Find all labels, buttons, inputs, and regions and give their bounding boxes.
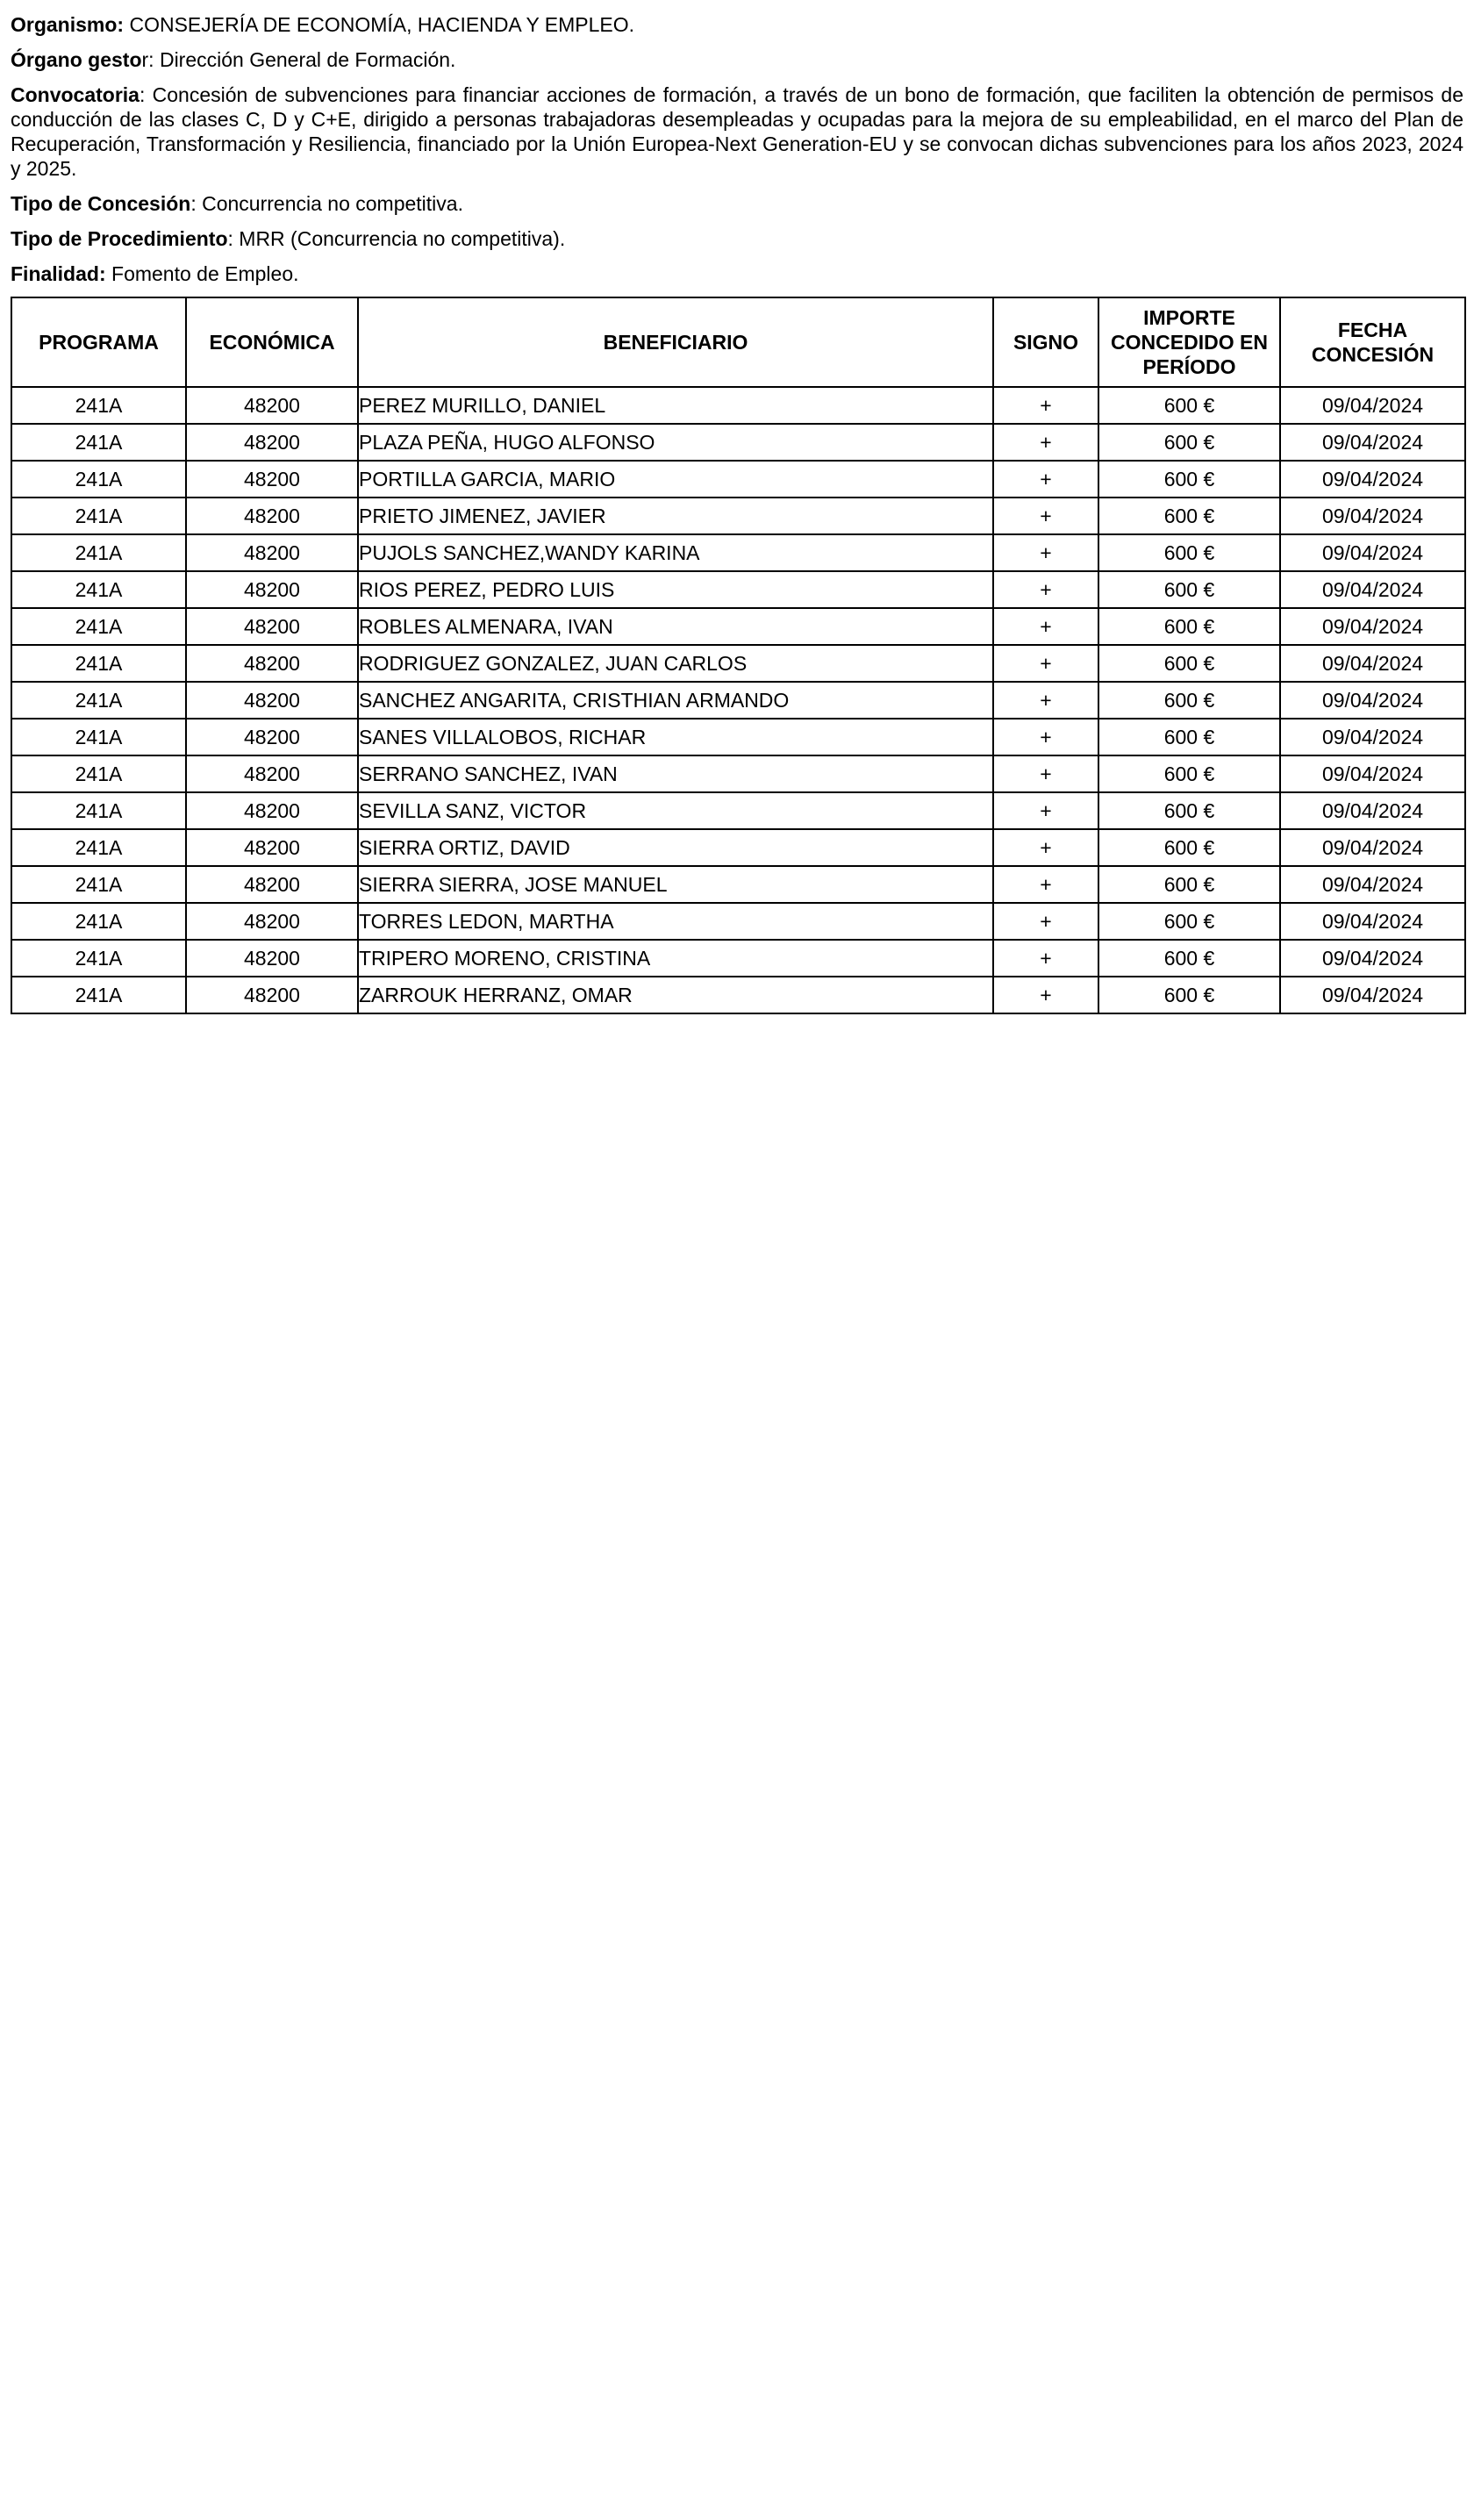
header-fecha: FECHA CONCESIÓN [1280,297,1465,387]
cell-fecha: 09/04/2024 [1280,498,1465,534]
table-row [11,608,1465,645]
table-row [11,866,1465,903]
cell-economica: 48200 [186,571,358,608]
cell-fecha: 09/04/2024 [1280,792,1465,829]
organismo-line [11,12,1463,37]
cell-beneficiario: SANCHEZ ANGARITA, CRISTHIAN ARMANDO [358,682,993,719]
cell-signo: + [993,645,1098,682]
header-programa: PROGRAMA [11,297,186,387]
cell-economica: 48200 [186,645,358,682]
cell-beneficiario: SIERRA ORTIZ, DAVID [358,829,993,866]
cell-importe: 600 € [1098,645,1280,682]
cell-signo: + [993,424,1098,461]
table-row [11,498,1465,534]
beneficiaries-table [11,297,1466,1014]
cell-importe: 600 € [1098,792,1280,829]
cell-beneficiario: RIOS PEREZ, PEDRO LUIS [358,571,993,608]
cell-economica: 48200 [186,719,358,755]
organo-gestor-label: Órgano gesto [11,48,142,71]
cell-signo: + [993,498,1098,534]
table-row [11,534,1465,571]
cell-importe: 600 € [1098,571,1280,608]
cell-economica: 48200 [186,424,358,461]
cell-importe: 600 € [1098,461,1280,498]
organo-gestor-line [11,47,1463,72]
cell-programa: 241A [11,940,186,977]
cell-signo: + [993,977,1098,1013]
cell-economica: 48200 [186,755,358,792]
table-row [11,903,1465,940]
cell-programa: 241A [11,571,186,608]
cell-programa: 241A [11,387,186,424]
cell-programa: 241A [11,645,186,682]
tipo-procedimiento-value: : MRR (Concurrencia no competitiva). [227,227,566,250]
cell-programa: 241A [11,534,186,571]
cell-importe: 600 € [1098,424,1280,461]
cell-signo: + [993,571,1098,608]
cell-signo: + [993,866,1098,903]
cell-importe: 600 € [1098,940,1280,977]
table-row [11,755,1465,792]
header-importe: IMPORTE CONCEDIDO EN PERÍODO [1098,297,1280,387]
cell-programa: 241A [11,829,186,866]
organismo-label: Organismo: [11,13,125,36]
cell-fecha: 09/04/2024 [1280,534,1465,571]
cell-economica: 48200 [186,977,358,1013]
cell-signo: + [993,387,1098,424]
cell-economica: 48200 [186,534,358,571]
table-row [11,461,1465,498]
cell-importe: 600 € [1098,534,1280,571]
cell-importe: 600 € [1098,608,1280,645]
cell-fecha: 09/04/2024 [1280,903,1465,940]
cell-importe: 600 € [1098,903,1280,940]
cell-beneficiario: SIERRA SIERRA, JOSE MANUEL [358,866,993,903]
tipo-procedimiento-line [11,226,1463,251]
table-row [11,940,1465,977]
table-row [11,977,1465,1013]
cell-signo: + [993,792,1098,829]
cell-fecha: 09/04/2024 [1280,461,1465,498]
table-body [11,387,1465,1013]
convocatoria-label: Convocatoria [11,83,140,106]
table-row [11,829,1465,866]
cell-economica: 48200 [186,682,358,719]
cell-beneficiario: SANES VILLALOBOS, RICHAR [358,719,993,755]
cell-fecha: 09/04/2024 [1280,755,1465,792]
cell-signo: + [993,829,1098,866]
cell-beneficiario: PEREZ MURILLO, DANIEL [358,387,993,424]
cell-importe: 600 € [1098,866,1280,903]
tipo-procedimiento-label: Tipo de Procedimiento [11,227,228,250]
cell-fecha: 09/04/2024 [1280,424,1465,461]
table-row [11,792,1465,829]
cell-beneficiario: RODRIGUEZ GONZALEZ, JUAN CARLOS [358,645,993,682]
cell-programa: 241A [11,903,186,940]
cell-economica: 48200 [186,866,358,903]
cell-economica: 48200 [186,940,358,977]
cell-beneficiario: TORRES LEDON, MARTHA [358,903,993,940]
table-row [11,387,1465,424]
header-signo: SIGNO [993,297,1098,387]
organismo-value: CONSEJERÍA DE ECONOMÍA, HACIENDA Y EMPLEO. [124,13,635,36]
cell-importe: 600 € [1098,498,1280,534]
table-header-row [11,297,1465,387]
cell-fecha: 09/04/2024 [1280,682,1465,719]
cell-programa: 241A [11,498,186,534]
cell-beneficiario: PLAZA PEÑA, HUGO ALFONSO [358,424,993,461]
cell-programa: 241A [11,792,186,829]
cell-programa: 241A [11,424,186,461]
cell-beneficiario: PORTILLA GARCIA, MARIO [358,461,993,498]
cell-signo: + [993,534,1098,571]
cell-beneficiario: ZARROUK HERRANZ, OMAR [358,977,993,1013]
cell-importe: 600 € [1098,719,1280,755]
convocatoria-line [11,82,1463,181]
cell-fecha: 09/04/2024 [1280,645,1465,682]
cell-signo: + [993,940,1098,977]
cell-importe: 600 € [1098,682,1280,719]
cell-programa: 241A [11,719,186,755]
table-row [11,645,1465,682]
tipo-concesion-label: Tipo de Concesión [11,192,191,215]
cell-beneficiario: TRIPERO MORENO, CRISTINA [358,940,993,977]
cell-signo: + [993,682,1098,719]
cell-economica: 48200 [186,461,358,498]
cell-beneficiario: SEVILLA SANZ, VICTOR [358,792,993,829]
cell-economica: 48200 [186,608,358,645]
table-row [11,424,1465,461]
cell-beneficiario: PUJOLS SANCHEZ,WANDY KARINA [358,534,993,571]
cell-signo: + [993,719,1098,755]
finalidad-label: Finalidad: [11,262,106,285]
cell-fecha: 09/04/2024 [1280,977,1465,1013]
cell-economica: 48200 [186,903,358,940]
cell-importe: 600 € [1098,387,1280,424]
cell-economica: 48200 [186,829,358,866]
cell-fecha: 09/04/2024 [1280,940,1465,977]
tipo-concesion-line [11,191,1463,216]
cell-signo: + [993,755,1098,792]
cell-signo: + [993,608,1098,645]
cell-economica: 48200 [186,792,358,829]
cell-fecha: 09/04/2024 [1280,829,1465,866]
table-row [11,719,1465,755]
tipo-concesion-value: : Concurrencia no competitiva. [190,192,463,215]
cell-beneficiario: SERRANO SANCHEZ, IVAN [358,755,993,792]
cell-programa: 241A [11,755,186,792]
cell-importe: 600 € [1098,977,1280,1013]
document-page [0,0,1474,1014]
cell-economica: 48200 [186,387,358,424]
cell-beneficiario: ROBLES ALMENARA, IVAN [358,608,993,645]
finalidad-value: Fomento de Empleo. [105,262,299,285]
header-economica: ECONÓMICA [186,297,358,387]
table-row [11,682,1465,719]
cell-importe: 600 € [1098,829,1280,866]
cell-signo: + [993,461,1098,498]
cell-economica: 48200 [186,498,358,534]
header-beneficiario: BENEFICIARIO [358,297,993,387]
table-row [11,571,1465,608]
convocatoria-value: : Concesión de subvenciones para financiar acciones de formación, a través de un bono de formación, que faciliten la obtención de permisos de conducción de las clases C, D y C+E, dirigido a personas trabajadoras desempleadas y ocupadas para la mejora de su empleabilidad, en el marco del Plan de Recuperación, Transformación y Resiliencia, financiado por la Unión Europea-Next Generation-EU y se convocan dichas subvenciones para los años 2023, 2024 y 2025. [11,83,1463,180]
cell-programa: 241A [11,866,186,903]
cell-programa: 241A [11,608,186,645]
cell-fecha: 09/04/2024 [1280,608,1465,645]
cell-fecha: 09/04/2024 [1280,719,1465,755]
cell-beneficiario: PRIETO JIMENEZ, JAVIER [358,498,993,534]
cell-importe: 600 € [1098,755,1280,792]
cell-fecha: 09/04/2024 [1280,866,1465,903]
cell-signo: + [993,903,1098,940]
cell-programa: 241A [11,682,186,719]
cell-fecha: 09/04/2024 [1280,571,1465,608]
cell-programa: 241A [11,461,186,498]
cell-programa: 241A [11,977,186,1013]
organo-gestor-value: r: Dirección General de Formación. [141,48,456,71]
cell-fecha: 09/04/2024 [1280,387,1465,424]
finalidad-line [11,261,1463,286]
